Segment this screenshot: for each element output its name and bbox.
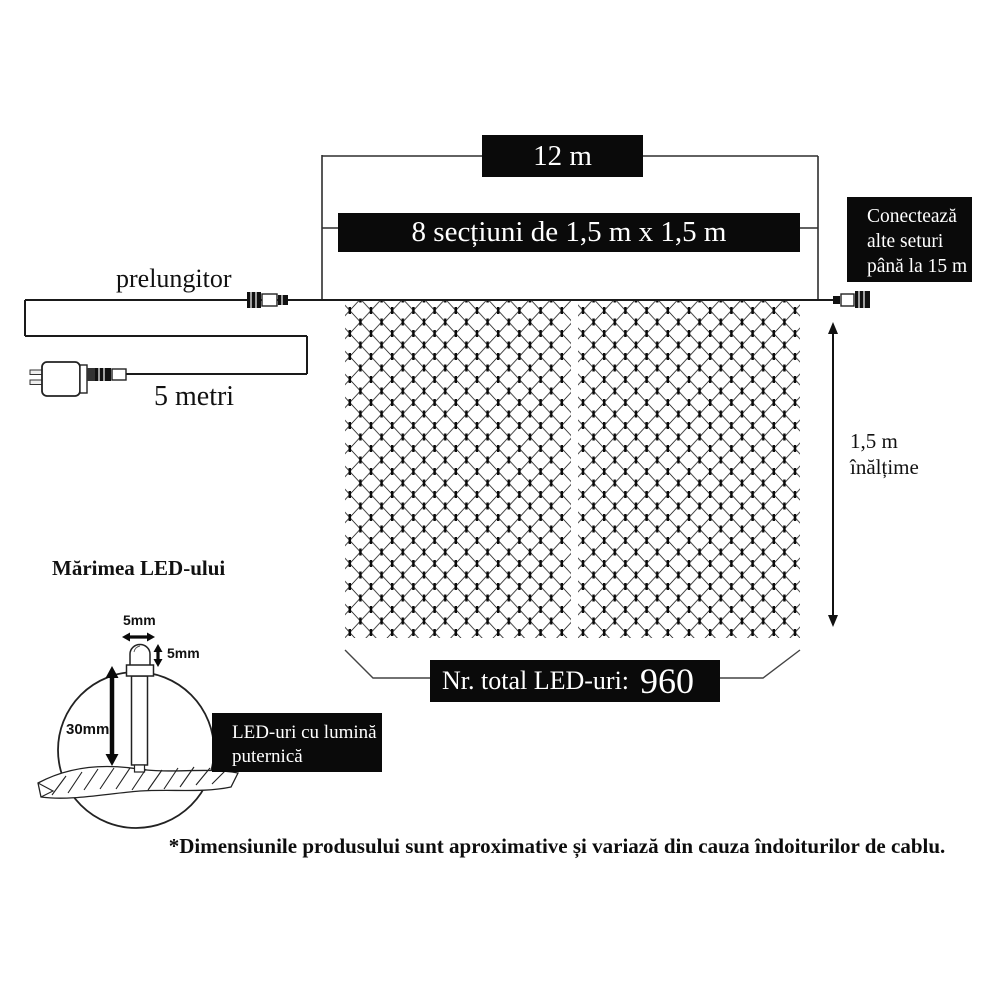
connect-sets-box — [847, 197, 972, 282]
height-arrow-icon — [828, 322, 838, 627]
net-mesh — [345, 300, 800, 638]
sections-dimension-box — [338, 213, 800, 252]
height-dim-arrow-icon — [154, 644, 163, 667]
length-arrow-icon — [106, 666, 119, 766]
extension-connector-icon — [247, 292, 288, 308]
total-leds-value: 960 — [640, 661, 694, 701]
connect-line2: alte seturi — [867, 231, 944, 252]
sections-label: 8 secțiuni de 1,5 m x 1,5 m — [411, 216, 727, 248]
end-connector-icon — [833, 291, 870, 308]
height-value: 1,5 m — [850, 429, 898, 453]
led-length-dim: 30mm — [66, 721, 110, 738]
total-leds-box — [430, 660, 720, 702]
footnote-text: *Dimensiunile produsului sunt aproximative și variază din cauza îndoiturilor de cablu. — [168, 834, 946, 858]
cable-length-label: 5 metri — [154, 381, 235, 412]
led-callout-box — [212, 713, 382, 772]
led-size-title: Mărimea LED-ului — [52, 556, 226, 580]
callout-line1: LED-uri cu lumină — [232, 722, 377, 743]
width-dimension-box — [482, 135, 643, 177]
led-width-dim: 5mm — [123, 612, 156, 628]
led-bulb-icon — [127, 645, 154, 773]
width-label: 12 m — [533, 139, 592, 172]
callout-line2: puternică — [232, 746, 303, 767]
width-arrow-icon — [122, 633, 155, 642]
extension-label: prelungitor — [116, 264, 232, 293]
led-height-dim: 5mm — [167, 645, 200, 661]
connect-line1: Conectează — [867, 206, 957, 227]
total-leds-label: Nr. total LED-uri: — [442, 666, 630, 695]
height-label — [850, 428, 919, 480]
height-word: înălțime — [850, 455, 919, 479]
connect-line3: până la 15 m — [867, 256, 968, 277]
power-plug-icon — [30, 362, 126, 396]
